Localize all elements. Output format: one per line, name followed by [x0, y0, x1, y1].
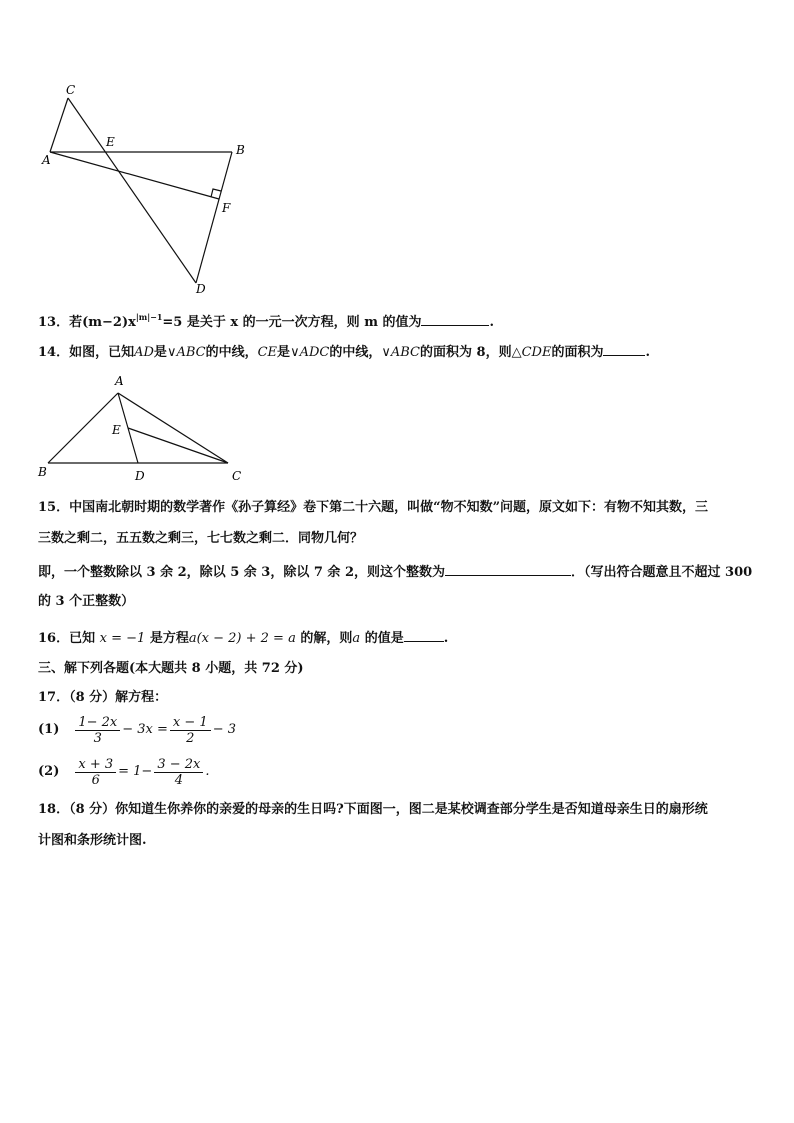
question-18-line-1: 18．（8 分）你知道生你养你的亲爱的母亲的生日吗?下面图一，图二是某校调查部分学生是否知道母亲生日的扇形统: [38, 802, 708, 817]
math-ad: AD: [134, 345, 154, 360]
question-17-part-2: (2) $\frac{x + 3}{6}$ = 1− $\frac{3 - 2x}{4}$ .: [38, 756, 210, 788]
question-number: 16．: [38, 631, 70, 646]
math-ce: CE: [257, 345, 278, 360]
fraction-1: $\frac{1- 2x}{3}$: [75, 715, 120, 746]
math-abc: ∨ABC: [166, 345, 206, 360]
label-e: E: [112, 423, 121, 437]
answer-blank[interactable]: [603, 342, 645, 356]
section-title: 三、解下列各题(本大题共 8 小题，共 72 分): [38, 661, 304, 676]
segment-bd: [196, 152, 232, 283]
question-17-heading: 17．（8 分）解方程：: [38, 690, 168, 705]
question-16: 16．已知 x = −1 是方程a(x − 2) + 2 = a 的解，则a 的值是 .: [38, 628, 448, 648]
segment-cd: [68, 98, 196, 283]
label-b: B: [38, 465, 47, 479]
fraction-2: $\frac{x - 1}{2}$: [170, 715, 211, 746]
geometry-figure-2: [34, 370, 254, 488]
question-15-line-3: 即，一个整数除以 3 余 2，除以 5 余 3，除以 7 余 2，则这个整数为 ．（写出符合题意且不超过 300: [38, 562, 752, 582]
question-number: 14．: [38, 345, 70, 360]
answer-blank[interactable]: [421, 312, 489, 326]
math-cde: △CDE: [511, 345, 552, 360]
math-a: a: [352, 631, 361, 646]
segment-af: [50, 152, 219, 199]
equation-text: 若(m−2)x: [69, 315, 136, 330]
math-adc: ∨ADC: [290, 345, 330, 360]
label-c: C: [66, 83, 76, 97]
label-b: B: [236, 143, 245, 157]
math-equation: a(x − 2) + 2 = a: [188, 631, 296, 646]
geometry-figure-1: [36, 80, 266, 295]
label-a: A: [42, 153, 51, 167]
math-abc-2: ∨ABC: [381, 345, 421, 360]
answer-blank[interactable]: [404, 628, 444, 642]
fraction-2: $\frac{3 - 2x}{4}$: [154, 757, 203, 788]
question-17-part-1: (1) $\frac{1- 2x}{3}$ − 3x = $\frac{x - 1}{2}$ − 3: [38, 714, 236, 746]
question-text: =5 是关于 x 的一元一次方程，则 m 的值为: [162, 315, 422, 330]
question-15-line-2: 三数之剩二，五五数之剩三，七七数之剩二．同物几何？: [38, 531, 364, 546]
label-e: E: [106, 135, 115, 149]
fraction-1: $\frac{x + 3}{6}$: [75, 757, 116, 788]
part-label: (1): [38, 722, 60, 737]
segment-ca: [50, 98, 68, 152]
label-f: F: [222, 201, 231, 215]
answer-blank[interactable]: [445, 562, 571, 576]
math-x-value: x = −1: [99, 631, 146, 646]
question-18-line-2: 计图和条形统计图.: [38, 833, 147, 848]
label-d: D: [196, 282, 206, 295]
exponent: |m|−1: [135, 312, 163, 322]
label-c: C: [232, 469, 242, 483]
question-14: 14．如图，已知AD是∨ABC的中线，CE是∨ADC的中线，∨ABC的面积为 8，则△CDE的面积为 .: [38, 342, 650, 362]
segment-ab: [48, 393, 118, 463]
part-label: (2): [38, 764, 60, 779]
segment-ec: [128, 428, 228, 463]
label-d: D: [135, 469, 145, 483]
question-number: 13．: [38, 315, 70, 330]
question-15-line-4: 的 3 个正整数）: [38, 594, 135, 609]
question-13: 13．若$(m-2)x^{|m|-1}=5$ 是关于 x 的一元一次方程，则 m 的值为 .: [38, 312, 495, 330]
label-a: A: [115, 374, 124, 388]
question-15-line-1: 15．中国南北朝时期的数学著作《孙子算经》卷下第二十六题，叫做“物不知数”问题，原文如下：有物不知其数，三: [38, 500, 709, 515]
